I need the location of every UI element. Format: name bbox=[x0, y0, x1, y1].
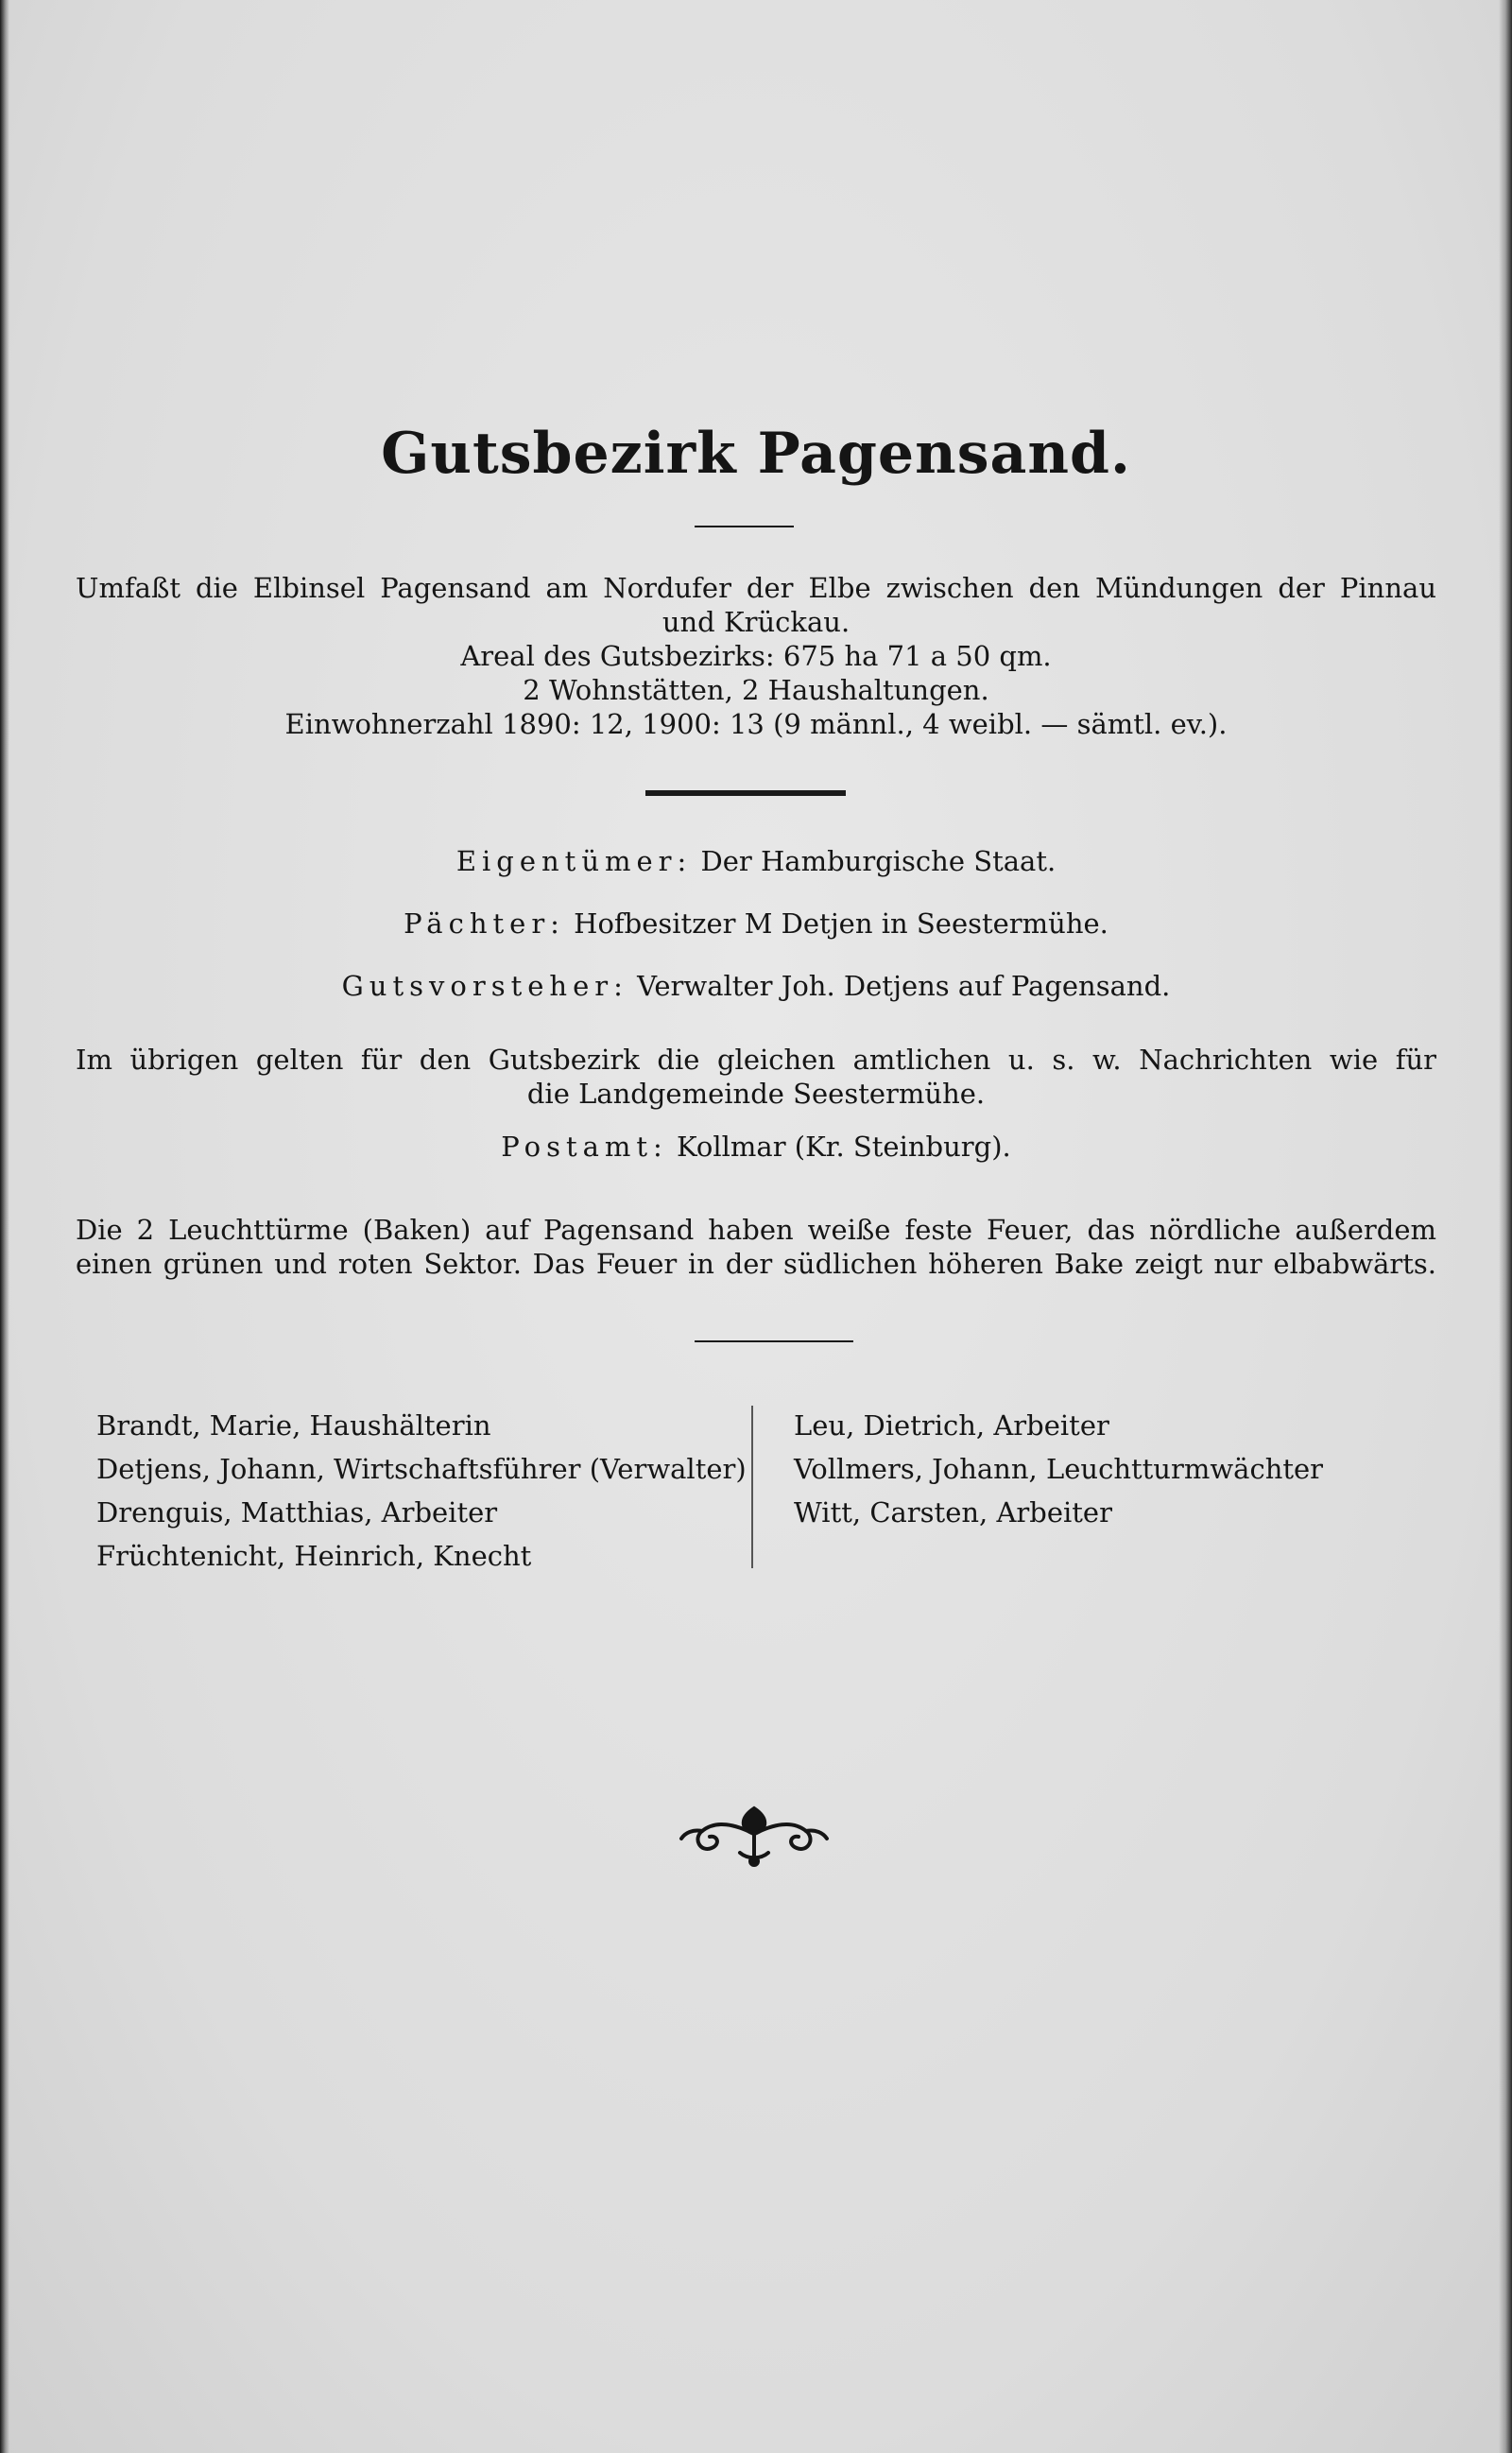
owner-field bbox=[0, 844, 1512, 878]
divider-thick bbox=[645, 790, 846, 796]
column-divider bbox=[751, 1406, 753, 1568]
resident-entry: Vollmers, Johann, Leuchtturmwächter bbox=[794, 1453, 1324, 1485]
population-line: Einwohnerzahl 1890: 12, 1900: 13 (9 männl., 4 weibl. — sämtl. ev.). bbox=[284, 708, 1228, 740]
post-label: Postamt: bbox=[501, 1131, 668, 1163]
tenant-field bbox=[0, 907, 1512, 941]
manager-field bbox=[0, 969, 1512, 1003]
tenant-label: Pächter: bbox=[404, 907, 565, 940]
manager-value: Verwalter Joh. Detjens auf Pagensand. bbox=[637, 970, 1171, 1002]
resident-entry: Drenguis, Matthias, Arbeiter bbox=[96, 1496, 498, 1529]
page-edge-right bbox=[1499, 0, 1512, 2453]
fleuron-ornament-icon bbox=[674, 1801, 834, 1867]
page-edge-left bbox=[0, 0, 9, 2453]
intro-block bbox=[76, 571, 1436, 741]
resident-entry: Detjens, Johann, Wirtschaftsführer (Verwalter) bbox=[96, 1453, 747, 1485]
lighthouse-block bbox=[76, 1213, 1436, 1281]
tenant-value: Hofbesitzer M Detjen in Seestermühe. bbox=[574, 907, 1108, 940]
page-title: Gutsbezirk Pagensand. bbox=[381, 421, 1131, 487]
dwellings-line: 2 Wohnstätten, 2 Haushaltungen. bbox=[523, 674, 989, 706]
post-field bbox=[0, 1130, 1512, 1164]
area-line: Areal des Gutsbezirks: 675 ha 71 a 50 qm. bbox=[460, 640, 1052, 672]
resident-entry: Witt, Carsten, Arbeiter bbox=[794, 1496, 1112, 1529]
divider-short bbox=[695, 526, 794, 527]
residents-right-column bbox=[794, 1404, 1455, 1534]
notice-line: Im übrigen gelten für den Gutsbezirk die gleichen amtlichen u. s. w. Nachrichten wie für bbox=[76, 1044, 1436, 1076]
post-value: Kollmar (Kr. Steinburg). bbox=[677, 1131, 1011, 1163]
notice-line: die Landgemeinde Seestermühe. bbox=[526, 1078, 986, 1110]
intro-line: und Krückau. bbox=[662, 606, 850, 638]
resident-entry: Leu, Dietrich, Arbeiter bbox=[794, 1409, 1109, 1442]
divider-mid bbox=[695, 1340, 853, 1342]
owner-label: Eigentümer: bbox=[455, 845, 693, 877]
resident-entry: Brandt, Marie, Haushälterin bbox=[96, 1409, 491, 1442]
resident-entry: Früchtenicht, Heinrich, Knecht bbox=[96, 1540, 532, 1572]
lighthouse-line: einen grünen und roten Sektor. Das Feuer in der südlichen höheren Bake zeigt nur elbabwärts. bbox=[76, 1248, 1436, 1280]
owner-value: Der Hamburgische Staat. bbox=[700, 845, 1057, 877]
residents-left-column bbox=[96, 1404, 748, 1578]
notice-block bbox=[76, 1043, 1436, 1111]
intro-line: Umfaßt die Elbinsel Pagensand am Nordufer der Elbe zwischen den Mündungen der Pinnau bbox=[76, 572, 1436, 604]
manager-label: Gutsvorsteher: bbox=[341, 970, 628, 1002]
lighthouse-line: Die 2 Leuchttürme (Baken) auf Pagensand haben weiße feste Feuer, das nördliche außerdem bbox=[76, 1214, 1436, 1246]
